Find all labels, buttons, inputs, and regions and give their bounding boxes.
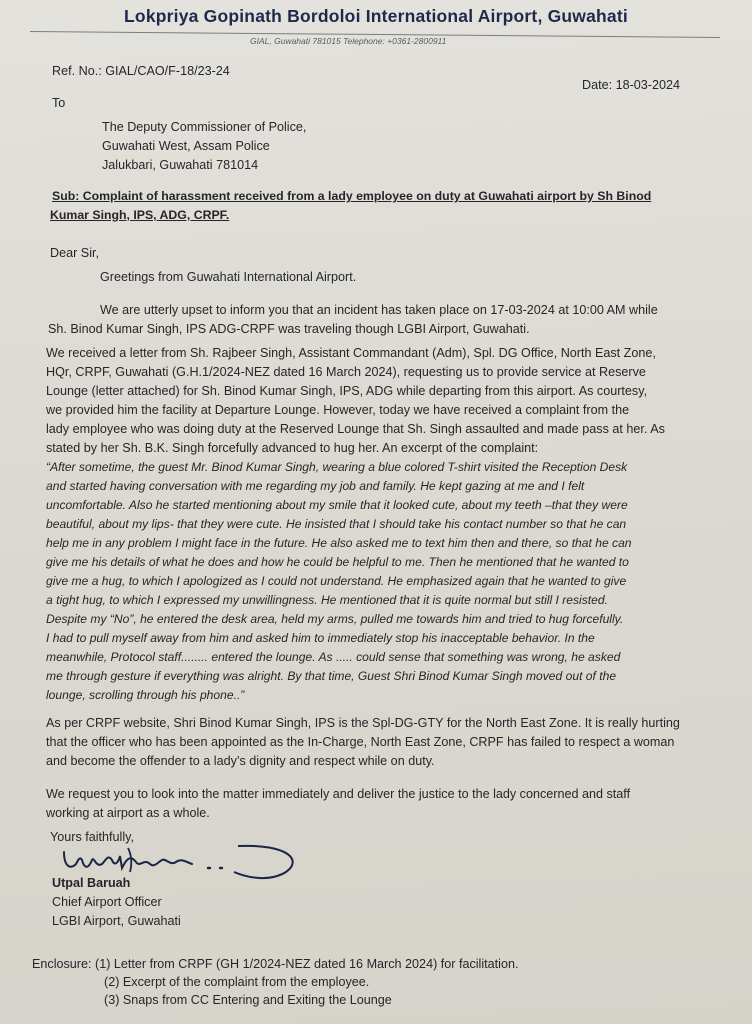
signatory-name: Utpal Baruah — [52, 876, 131, 890]
paragraph-line: We received a letter from Sh. Rajbeer Singh, Assistant Commandant (Adm), Spl. DG Office, North East Zone, — [46, 346, 656, 360]
quote-line: me through gesture if everything was alright. By that time, Guest Shri Binod Kumar Singh moved out of the — [46, 669, 617, 683]
paragraph-line: lady employee who was doing duty at the Reserved Lounge that Sh. Singh assaulted and made pass at her. As — [46, 422, 665, 436]
signatory-office: LGBI Airport, Guwahati — [52, 914, 181, 928]
quote-line: a tight hug, to which I expressed my unwillingness. He mentioned that it is quite normal but still I resisted. — [46, 593, 608, 607]
paragraph-line: stated by her Sh. B.K. Singh forcefully advanced to hug her. An excerpt of the complaint: — [46, 441, 539, 455]
paragraph-line: We are utterly upset to inform you that an incident has taken place on 17-03-2024 at 10:00 AM while — [100, 303, 658, 317]
paragraph-line: Sh. Binod Kumar Singh, IPS ADG-CRPF was traveling though LGBI Airport, Guwahati. — [48, 322, 530, 336]
addressee-line: Guwahati West, Assam Police — [102, 139, 270, 153]
subject-text: Kumar Singh, IPS, ADG, CRPF. — [50, 208, 230, 222]
salutation: Dear Sir, — [50, 246, 99, 260]
quote-line: give me his details of what he does and how he could be helpful to me. Then he mentioned that he wanted to — [46, 555, 629, 569]
quote-line: “After sometime, the guest Mr. Binod Kumar Singh, wearing a blue colored T-shirt visited the Reception Desk — [46, 460, 628, 474]
paragraph-line: Lounge (letter attached) for Sh. Binod Kumar Singh, IPS, ADG while departing from this airport. As courtesy, — [46, 384, 648, 398]
quote-line: give me a hug, to which I apologized as I could not understand. He emphasized again that he wanted to give — [46, 574, 627, 588]
quote-line: and started having conversation with me regarding my job and family. He kept gazing at me and I felt — [46, 479, 585, 493]
quote-line: beautiful, about my lips- that they were cute. He insisted that I should take his contact number so that he can — [46, 517, 627, 531]
paragraph-line: We request you to look into the matter immediately and deliver the justice to the lady concerned and staff — [46, 787, 631, 801]
letterhead-title: Lokpriya Gopinath Bordoloi International Airport, Guwahati — [124, 6, 628, 26]
closing-line: Yours faithfully, — [50, 830, 135, 844]
paragraph-line: working at airport as a whole. — [46, 806, 210, 820]
paragraph-line: HQr, CRPF, Guwahati (G.H.1/2024-NEZ dated 16 March 2024), requesting us to provide service at Reserve — [46, 365, 646, 379]
letter-date: Date: 18-03-2024 — [582, 78, 681, 92]
paragraph-line: that the officer who has been appointed as the In-Charge, North East Zone, CRPF has failed to respect a woman — [46, 735, 675, 749]
addressee-line: Jalukbari, Guwahati 781014 — [102, 158, 259, 172]
quote-line: meanwhile, Protocol staff........ entered the lounge. As ..... could sense that something was wrong, he asked — [46, 650, 621, 664]
quote-line: help me in any problem I might face in the future. He also asked me to text him then and there, so that he can — [46, 536, 632, 550]
quote-line: I had to pull myself away from him and asked him to immediately stop his inacceptable behavior. In the — [46, 631, 595, 645]
reference-number: Ref. No.: GIAL/CAO/F-18/23-24 — [52, 64, 230, 78]
signatory-designation: Chief Airport Officer — [52, 895, 162, 909]
enclosure-item: Enclosure: (1) Letter from CRPF (GH 1/2024-NEZ dated 16 March 2024) for facilitation. — [32, 957, 519, 971]
letterhead-contact: GIAL, Guwahati 781015 Telephone: +0361-2800911 — [250, 36, 447, 46]
quote-line: lounge, scrolling through his phone..” — [46, 688, 245, 702]
enclosure-item: (3) Snaps from CC Entering and Exiting the Lounge — [104, 993, 392, 1007]
enclosure-item: (2) Excerpt of the complaint from the employee. — [104, 975, 370, 989]
paragraph-line: we provided him the facility at Departure Lounge. However, today we have received a complaint from the — [46, 403, 630, 417]
addressee-line: The Deputy Commissioner of Police, — [102, 120, 307, 134]
quote-line: uncomfortable. Also he started mentioning about my smile that it looked cute, about my teeth –that they were — [46, 498, 628, 512]
to-label: To — [52, 96, 66, 110]
subject-text: Sub: Complaint of harassment received from a lady employee on duty at Guwahati airport by Sh Binod — [52, 189, 652, 203]
quote-line: Despite my “No”, he entered the desk area, held my arms, pulled me towards him and tried to hug forcefully. — [46, 612, 624, 626]
paragraph-line: As per CRPF website, Shri Binod Kumar Singh, IPS is the Spl-DG-GTY for the North East Zone. It is really hurting — [46, 716, 680, 730]
greeting-line: Greetings from Guwahati International Airport. — [100, 270, 357, 284]
paragraph-line: and become the offender to a lady’s dignity and respect while on duty. — [46, 754, 435, 768]
